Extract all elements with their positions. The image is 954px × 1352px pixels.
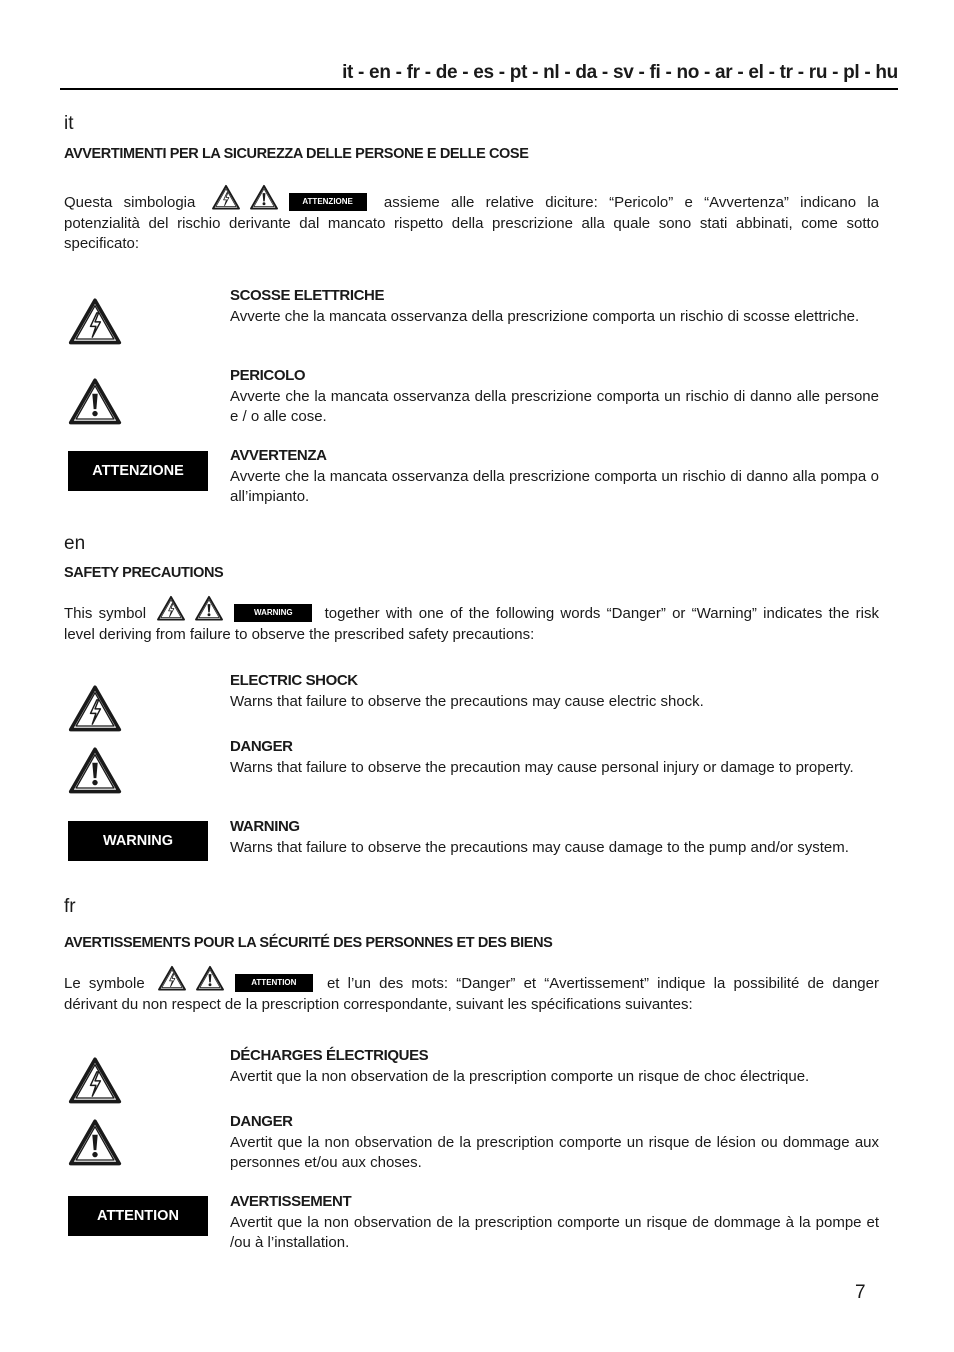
hazard-heading: PERICOLO [230, 367, 306, 384]
danger-exclamation-icon [68, 376, 122, 426]
hazard-text: Warns that failure to observe the precaution may cause personal injury or damage to property. [230, 758, 854, 776]
inline-warning-badge: ATTENTION [235, 974, 313, 992]
intro-rest: together with one of the following words “Danger” or “Warning” indicates the risk level deriving from failure to observe the prescribed safety precautions: [64, 605, 879, 643]
electric-shock-icon [68, 683, 122, 733]
hazard-heading: DANGER [230, 1113, 293, 1130]
section-en [64, 532, 879, 856]
inline-warning-badge: WARNING [234, 604, 312, 622]
section-title: AVVERTIMENTI PER LA SICUREZZA DELLE PERSONE E DELLE COSE [64, 146, 529, 162]
danger-exclamation-icon [194, 595, 224, 621]
electric-shock-icon [211, 184, 241, 210]
electric-shock-icon [68, 296, 122, 346]
section-intro [64, 184, 879, 255]
electric-shock-icon [156, 595, 186, 621]
hazard-text: Avverte che la mancata osservanza della prescrizione comporta un rischio di danno alla pompa o all’impianto. [230, 467, 879, 505]
page-number: 7 [855, 1282, 866, 1303]
intro-lead: This symbol [64, 605, 147, 622]
danger-exclamation-icon [195, 965, 225, 991]
hazard-heading: DÉCHARGES ÉLECTRIQUES [230, 1047, 429, 1064]
section-language-code: it [64, 113, 74, 134]
hazard-text: Avertit que la non observation de la prescription comporte un risque de lésion ou dommage aux personnes et/ou aux choses. [230, 1133, 879, 1171]
hazard-heading: ELECTRIC SHOCK [230, 672, 358, 689]
section-language-code: en [64, 533, 86, 554]
page-header-languages: it - en - fr - de - es - pt - nl - da - sv - fi - no - ar - el - tr - ru - pl - hu [60, 58, 898, 90]
section-title: AVERTISSEMENTS POUR LA SÉCURITÉ DES PERSONNES ET DES BIENS [64, 935, 553, 951]
hazard-text: Avertit que la non observation de la prescription comporte un risque de dommage à la pompe et /ou à l’installation. [230, 1213, 879, 1251]
danger-exclamation-icon [249, 184, 279, 210]
hazard-text: Avverte che la mancata osservanza della prescrizione comporta un rischio di scosse elettriche. [230, 307, 860, 325]
hazard-text: Avertit que la non observation de la prescription comporte un risque de choc électrique. [230, 1067, 810, 1085]
hazard-text: Avverte che la mancata osservanza della prescrizione comporta un rischio di danno alle persone e / o alle cose. [230, 387, 879, 425]
danger-exclamation-icon [68, 1117, 122, 1167]
electric-shock-icon [157, 965, 187, 991]
warning-badge: WARNING [68, 821, 208, 861]
section-intro [64, 965, 879, 1015]
intro-lead: Questa simbologia [64, 194, 196, 211]
section-fr [64, 895, 879, 1251]
warning-badge: ATTENTION [68, 1196, 208, 1236]
danger-exclamation-icon [68, 745, 122, 795]
hazard-heading: AVERTISSEMENT [230, 1193, 352, 1210]
intro-rest: assieme alle relative diciture: “Pericolo” e “Avvertenza” indicano la potenzialità del rischio derivante dal mancato rispetto della prescrizione alla quale sono stati abbinati, come sotto specificato: [64, 194, 879, 252]
hazard-heading: DANGER [230, 738, 293, 755]
section-language-code: fr [64, 896, 76, 917]
hazard-heading: AVVERTENZA [230, 447, 327, 464]
inline-warning-badge: ATTENZIONE [289, 193, 367, 211]
section-title: SAFETY PRECAUTIONS [64, 565, 224, 581]
warning-badge: ATTENZIONE [68, 451, 208, 491]
electric-shock-icon [68, 1055, 122, 1105]
intro-rest: et l’un des mots: “Danger” et “Avertissement” indique la possibilité de danger dérivant du non respect de la prescription correspondante, suivant les spécifications suivantes: [64, 975, 879, 1013]
hazard-text: Warns that failure to observe the precautions may cause electric shock. [230, 692, 704, 710]
hazard-heading: SCOSSE ELETTRICHE [230, 287, 385, 304]
hazard-text: Warns that failure to observe the precautions may cause damage to the pump and/or system. [230, 838, 849, 856]
section-it [64, 112, 879, 505]
section-intro [64, 595, 879, 645]
intro-lead: Le symbole [64, 975, 145, 992]
hazard-heading: WARNING [230, 818, 300, 835]
